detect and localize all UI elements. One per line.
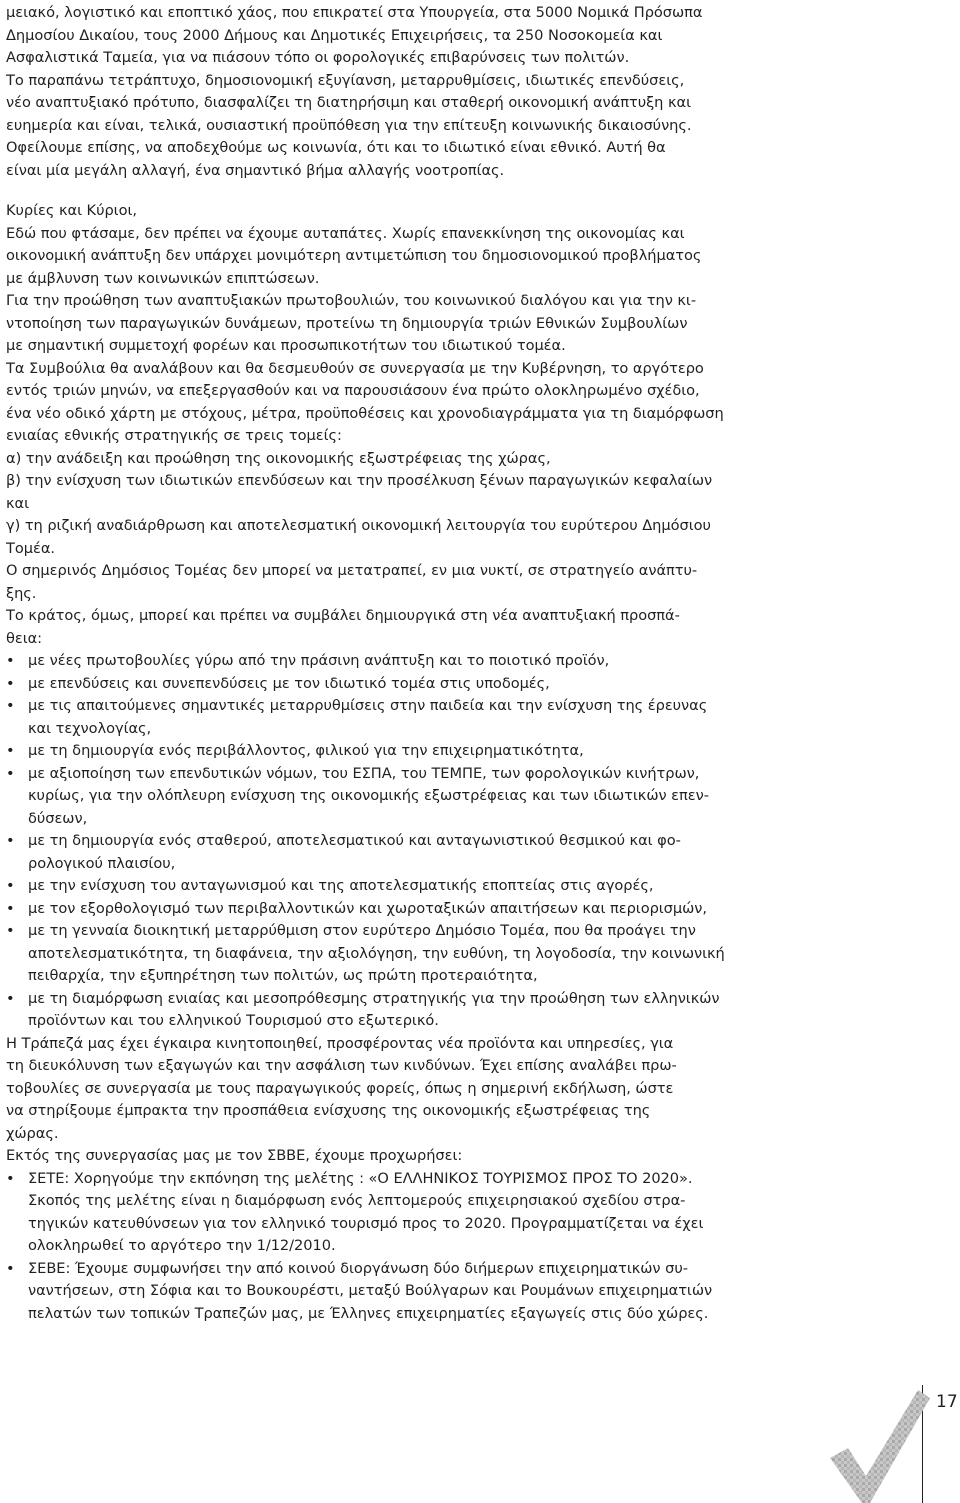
text-line: ξης.: [6, 584, 37, 602]
bullet-text: και τεχνολογίας,: [28, 719, 152, 737]
text-line: Ασφαλιστικά Ταμεία, για να πιάσουν τόπο οι φορολογικές επιβαρύνσεις των πολιτών.: [6, 49, 630, 66]
bullet-item-line: [6, 1010, 942, 1033]
bullet-item-line: [6, 808, 942, 831]
text-line: μειακό, λογιστικό και εποπτικό χάος, που επικρατεί στα Υπουργεία, στα 5000 Νομικά Πρόσωπα: [6, 4, 703, 21]
bullet-text: με τον εξορθολογισμό των περιβαλλοντικών και χωροταξικών απαιτήσεων και περιορισμών,: [28, 899, 707, 917]
text-line: Τομέα.: [6, 539, 55, 557]
bullet-mark: •: [6, 832, 15, 849]
text-line: Εκτός της συνεργασίας μας με τον ΣΒΒΕ, έχουμε προχωρήσει:: [6, 1147, 463, 1164]
bullet-mark: •: [6, 764, 15, 782]
text-line: Οφείλουμε επίσης, να αποδεχθούμε ως κοινωνία, ότι και το ιδιωτικό είναι εθνικό. Αυτή θα: [6, 139, 666, 156]
bullet-mark: •: [6, 877, 15, 894]
bullet-item-line: [6, 875, 942, 898]
bullet-text: Σκοπός της μελέτης είναι η διαμόρφωση ενός λεπτομερούς επιχειρησιακού σχεδίου στρα-: [28, 1192, 686, 1209]
bullet-text: με τη διαμόρφωση ενιαίας και μεσοπρόθεσμης στρατηγικής για την προώθηση των ελληνικών: [28, 989, 720, 1007]
check-mark-icon: [826, 1368, 936, 1503]
bullet-item-line: [6, 1235, 942, 1258]
bullet-text: με επενδύσεις και συνεπενδύσεις με τον ιδιωτικό τομέα στις υποδομές,: [28, 674, 550, 692]
bullet-mark: •: [6, 652, 15, 669]
text-line: είναι μία μεγάλη αλλαγή, ένα σημαντικό βήμα αλλαγής νοοτροπίας.: [6, 161, 505, 179]
text-line: Δημοσίου Δικαίου, τους 2000 Δήμους και Δημοτικές Επιχειρήσεις, τα 250 Νοσοκομεία και: [6, 26, 663, 44]
bullet-text: ρολογικού πλαισίου,: [28, 854, 176, 872]
bullet-item-line: [6, 763, 942, 786]
bullet-text: πειθαρχία, την εξυπηρέτηση των πολιτών, ως πρώτη προτεραιότητα,: [28, 967, 538, 984]
text-line: με σημαντική συμμετοχή φορέων και προσωπικοτήτων του ιδιωτικού τομέα.: [6, 337, 566, 354]
bullet-mark: •: [6, 922, 15, 939]
text-line: νέο αναπτυξιακό πρότυπο, διασφαλίζει τη διατηρήσιμη και σταθερή οικονομική ανάπτυξη και: [6, 94, 691, 111]
text-line: χώρας.: [6, 1124, 59, 1142]
bullet-text: ναντήσεων, στη Σόφια και το Βουκουρέστι, μεταξύ Βούλγαρων και Ρουμάνων επιχειρηματιών: [28, 1282, 713, 1299]
text-line: ενιαίας εθνικής στρατηγικής σε τρεις τομείς:: [6, 427, 342, 444]
bullet-item-line: [6, 1168, 942, 1191]
bullet-mark: •: [6, 899, 15, 917]
text-line: Ο σημερινός Δημόσιος Τομέας δεν μπορεί να μετατραπεί, εν μια νυκτί, σε στρατηγείο ανάπτυ-: [6, 562, 698, 579]
bullet-item-line: [6, 673, 942, 696]
bullet-text: με αξιοποίηση των επενδυτικών νόμων, του ΕΣΠΑ, του ΤΕΜΠΕ, των φορολογικών κινήτρων,: [28, 764, 700, 782]
bullet-item-line: [6, 718, 942, 741]
bullet-mark: •: [6, 697, 15, 714]
text-line: εντός τριών μηνών, να επεξεργασθούν και να παρουσιάσουν ένα πρώτο ολοκληρωμένο σχέδιο,: [6, 382, 700, 399]
bullet-text: με τη γενναία διοικητική μεταρρύθμιση στον ευρύτερο Δημόσιο Τομέα, που θα προάγει την: [28, 922, 696, 939]
bullet-text: κυρίως, για την ολόπλευρη ενίσχυση της οικονομικής εξωστρέφειας και των ιδιωτικών επεν-: [28, 787, 709, 804]
text-line: να στηρίξουμε έμπρακτα την προσπάθεια ενίσχυσης της οικονομικής εξωστρέφειας της: [6, 1102, 651, 1119]
text-line: Το κράτος, όμως, μπορεί και πρέπει να συμβάλει δημιουργικά στη νέα αναπτυξιακή προσπά-: [6, 607, 680, 624]
text-line: Εδώ που φτάσαμε, δεν πρέπει να έχουμε αυταπάτες. Χωρίς επανεκκίνηση της οικονομίας και: [6, 224, 685, 242]
bullet-text: πελατών των τοπικών Τραπεζών μας, με Έλληνες επιχειρηματίες εξαγωγείς στις δύο χώρες.: [28, 1304, 709, 1322]
bullet-text: τηγικών κατευθύνσεων για τον ελληνικό τουρισμό προς το 2020. Προγραμματίζεται να έχει: [28, 1214, 704, 1232]
bullet-text: ΣΕΤΕ: Χορηγούμε την εκπόνηση της μελέτης : «Ο ΕΛΛΗΝΙΚΟΣ ΤΟΥΡΙΣΜΟΣ ΠΡΟΣ ΤΟ 2020».: [28, 1169, 693, 1187]
text-line: ένα νέο οδικό χάρτη με στόχους, μέτρα, προϋποθέσεις και χρονοδιαγράμματα για τη διαμόρφωση: [6, 404, 724, 422]
bullet-text: με νέες πρωτοβουλίες γύρω από την πράσινη ανάπτυξη και το ποιοτικό προϊόν,: [28, 652, 610, 669]
bullet-item-line: [6, 965, 942, 988]
body-text: [6, 2, 942, 1325]
bullet-item-line: [6, 898, 942, 921]
text-line: Η Τράπεζά μας έχει έγκαιρα κινητοποιηθεί, προσφέροντας νέα προϊόντα και υπηρεσίες, για: [6, 1034, 674, 1052]
paragraph-gap: [6, 182, 942, 200]
bullet-text: προϊόντων και του ελληνικού Τουρισμού στο εξωτερικό.: [28, 1012, 439, 1029]
bullet-text: με τις απαιτούμενες σημαντικές μεταρρυθμίσεις στην παιδεία και την ενίσχυση της έρευνας: [28, 697, 708, 714]
text-line: Τα Συμβούλια θα αναλάβουν και θα δεσμευθούν σε συνεργασία με την Κυβέρνηση, το αργότερο: [6, 359, 704, 377]
bullet-item-line: [6, 740, 942, 763]
bullet-item-line: [6, 853, 942, 876]
bullet-item-line: [6, 1190, 942, 1213]
text-line: και: [6, 494, 30, 512]
text-line: θεια:: [6, 629, 43, 647]
bullet-text: με την ενίσχυση του ανταγωνισμού και της αποτελεσματικής εποπτείας στις αγορές,: [28, 877, 654, 894]
bullet-text: με τη δημιουργία ενός σταθερού, αποτελεσματικού και ανταγωνιστικού θεσμικού και φο-: [28, 832, 681, 849]
text-line: Για την προώθηση των αναπτυξιακών πρωτοβουλιών, του κοινωνικού διαλόγου και για την κι-: [6, 292, 697, 309]
bullet-mark: •: [6, 989, 15, 1007]
bullet-item-line: [6, 785, 942, 808]
bullet-mark: •: [6, 742, 15, 759]
bullet-item-line: [6, 1280, 942, 1303]
bullet-item-line: [6, 1213, 942, 1236]
bullet-text: με τη δημιουργία ενός περιβάλλοντος, φιλικού για την επιχειρηματικότητα,: [28, 742, 584, 759]
text-line: γ) τη ριζική αναδιάρθρωση και αποτελεσματική οικονομική λειτουργία του ευρύτερου Δημόσιου: [6, 517, 711, 534]
text-line: Το παραπάνω τετράπτυχο, δημοσιονομική εξυγίανση, μεταρρυθμίσεις, ιδιωτικές επενδύσεις,: [6, 71, 685, 89]
bullet-mark: •: [6, 674, 15, 692]
bullet-item-line: [6, 1303, 942, 1326]
bullet-item-line: [6, 1258, 942, 1281]
bullet-item-line: [6, 830, 942, 853]
text-line: α) την ανάδειξη και προώθηση της οικονομικής εξωστρέφειας της χώρας,: [6, 449, 551, 467]
text-line: οικονομική ανάπτυξη δεν υπάρχει μονιμότερη αντιμετώπιση του δημοσιονομικού προβλήματος: [6, 247, 702, 264]
bullet-text: ολοκληρωθεί το αργότερο την 1/12/2010.: [28, 1237, 336, 1254]
bullet-item-line: [6, 920, 942, 943]
bullet-item-line: [6, 695, 942, 718]
text-line: με άμβλυνση των κοινωνικών επιπτώσεων.: [6, 269, 320, 287]
text-line: β) την ενίσχυση των ιδιωτικών επενδύσεων και την προσέλκυση ξένων παραγωγικών κεφαλαίων: [6, 472, 713, 489]
bullet-text: αποτελεσματικότητα, τη διαφάνεια, την αξιολόγηση, την ευθύνη, τη λογοδοσία, την κοινωνική: [28, 944, 725, 962]
bullet-item-line: [6, 988, 942, 1011]
text-line: ντοποίηση των παραγωγικών δυνάμεων, προτείνω τη δημιουργία τριών Εθνικών Συμβουλίων: [6, 314, 688, 332]
bullet-text: δύσεων,: [28, 809, 88, 827]
text-line: τη διευκόλυνση των εξαγωγών και την ασφάλιση των κινδύνων. Έχει επίσης αναλάβει πρω-: [6, 1057, 677, 1074]
bullet-mark: •: [6, 1169, 15, 1187]
text-line: τοβουλίες σε συνεργασία με τους παραγωγικούς φορείς, όπως η σημερινή εκδήλωση, ώστε: [6, 1079, 674, 1097]
bullet-item-line: [6, 943, 942, 966]
text-line: Κυρίες και Κύριοι,: [6, 202, 137, 219]
bullet-item-line: [6, 650, 942, 673]
bullet-text: ΣΕΒΕ: Έχουμε συμφωνήσει την από κοινού διοργάνωση δύο διήμερων επιχειρηματικών συ-: [28, 1259, 688, 1277]
bullet-mark: •: [6, 1259, 15, 1277]
text-line: ευημερία και είναι, τελικά, ουσιαστική προϋπόθεση για την επίτευξη κοινωνικής δικαιοσύνης.: [6, 116, 692, 134]
page-number: 17: [936, 1392, 958, 1412]
